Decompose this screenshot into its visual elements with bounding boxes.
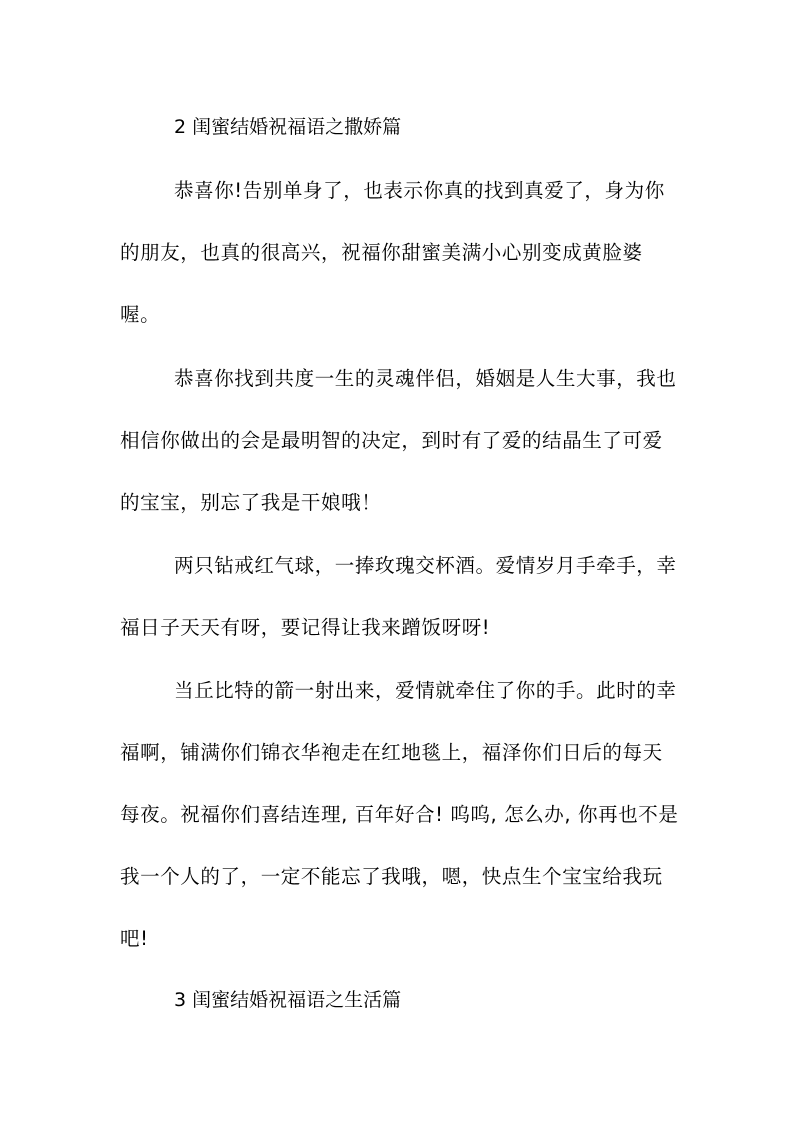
paragraph: 两只钻戒红气球，一捧玫瑰交杯酒。爱情岁月手牵手，幸福日子天天有呀，要记得让我来蹭饭呀呀! bbox=[120, 554, 677, 639]
paragraph: 恭喜你找到共度一生的灵魂伴侣，婚姻是人生大事，我也相信你做出的会是最明智的决定，到时有了爱的结晶生了可爱的宝宝，别忘了我是干娘哦！ bbox=[120, 367, 677, 514]
paragraph: 恭喜你!告别单身了，也表示你真的找到真爱了，身为你的朋友，也真的很高兴，祝福你甜蜜美满小心别变成黄脸婆喔。 bbox=[120, 179, 665, 326]
paragraph: 当丘比特的箭一射出来，爱情就牵住了你的手。此时的幸福啊，铺满你们锦衣华袍走在红地毯上，福泽你们日后的每天每夜。祝福你们喜结连理, 百年好合! 呜呜, 怎么办, 你再也不是我一个人的了，一定不能忘了我哦，嗯，快点生个宝宝给我玩吧! bbox=[120, 679, 679, 950]
section-heading: 2 闺蜜结婚祝福语之撒娇篇 bbox=[174, 116, 402, 138]
section-heading: 3 闺蜜结婚祝福语之生活篇 bbox=[174, 989, 402, 1011]
